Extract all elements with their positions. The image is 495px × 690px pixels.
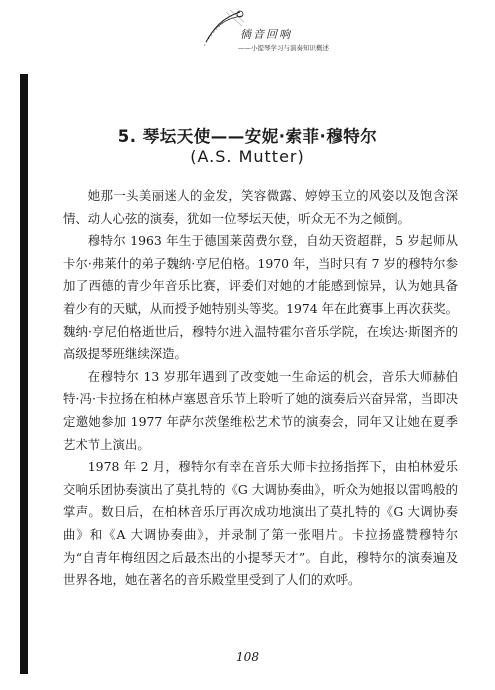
series-title: 徜音回响	[240, 28, 292, 41]
page-number: 108	[236, 650, 259, 664]
paragraph: 穆特尔 1963 年生于德国莱茵费尔登，自幼天资超群，5 岁起师从卡尔·弗莱什的弟子魏纳·亨尼伯格。1970 年，当时只有 7 岁的穆特尔参加了西德的青少年音乐比赛，评委们对她的才能感到惊异，认为她具备着少有的天赋，从而授予她特别头等奖。1974 年在此赛事上再次获奖。魏纳·亨尼伯格逝世后，穆特尔进入温特霍尔音乐学院，在埃达·斯图齐的高级提琴班继续深造。	[63, 233, 458, 362]
paragraph: 她那一头美丽迷人的金发，笑容微露、婷婷玉立的风姿以及饱含深情、动人心弦的演奏，犹如一位琴坛天使，听众无不为之倾倒。	[63, 188, 458, 226]
body-text	[63, 185, 458, 592]
paragraph: 1978 年 2 月，穆特尔有幸在音乐大师卡拉扬指挥下，由柏林爱乐交响乐团协奏演出了莫扎特的《G 大调协奏曲》，听众为她报以雷鸣般的掌声。数日后，在柏林音乐厅再次成功地演出了莫扎特的《G 大调协奏曲》和《A 大调协奏曲》，并录制了第一张唱片。卡拉扬盛赞穆特尔为“自青年梅纽因之后最杰出的小提琴天才”。自此，穆特尔的演奏遍及世界各地，她在著名的音乐殿堂里受到了人们的欢呼。	[63, 459, 458, 588]
running-header	[200, 8, 440, 60]
chapter-title: 5. 琴坛天使——安妮·索菲·穆特尔	[117, 127, 378, 146]
paragraph: 在穆特尔 13 岁那年遇到了改变她一生命运的机会，音乐大师赫伯特·冯·卡拉扬在柏林卢塞恩音乐节上聆听了她的演奏后兴奋异常，当即决定邀她参加 1977 年萨尔茨堡维松艺术节的演奏会，同年又让她在夏季艺术节上演出。	[63, 368, 458, 452]
chapter-subtitle: (A.S. Mutter)	[190, 147, 305, 166]
series-subtitle: ——小提琴学习与演奏知识概述	[238, 44, 329, 52]
